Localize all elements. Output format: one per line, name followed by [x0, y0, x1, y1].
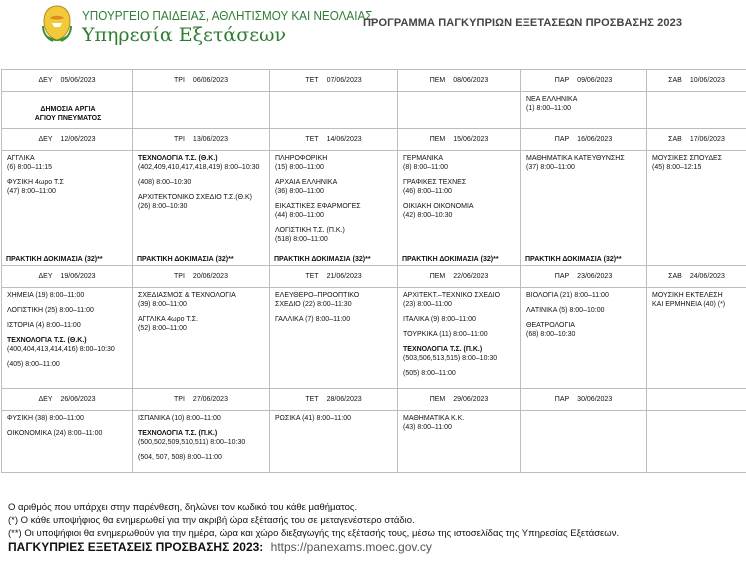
- exam-entry: [138, 291, 266, 309]
- day-name: ΤΡΙ: [174, 77, 185, 84]
- exam-code-time: (47) 8:00–11:00: [7, 188, 56, 195]
- exam-subject: ΑΓΓΛΙΚΑ 4ωρο Τ.Σ.: [138, 316, 199, 323]
- exam-entry: [138, 178, 266, 187]
- day-name: ΠΑΡ: [554, 396, 570, 403]
- exam-entry: [403, 414, 517, 432]
- day-header-cell: [133, 70, 270, 92]
- exam-subject: ΑΡΧΙΤΕΚΤ.–ΤΕΧΝΙΚΟ ΣΧΕΔΙΟ: [403, 292, 501, 299]
- exam-day-cell: [398, 151, 521, 266]
- practical-test-label: ΠΡΑΚΤΙΚΗ ΔΟΚΙΜΑΣΙΑ (32)**: [525, 256, 622, 263]
- exam-subject: ΝΕΑ ΕΛΛΗΝΙΚΑ: [526, 96, 578, 103]
- day-date: 24/06/2023: [689, 273, 725, 280]
- day-name: ΤΕΤ: [305, 396, 319, 403]
- day-name: ΔΕΥ: [38, 396, 53, 403]
- day-name: ΠΕΜ: [429, 77, 446, 84]
- exam-code-time: (503,506,513,515) 8:00–10:30: [403, 355, 498, 362]
- exam-entry: [275, 154, 394, 172]
- exam-day-cell: [270, 411, 398, 473]
- exam-entry: [275, 226, 394, 244]
- practical-test-label: ΠΡΑΚΤΙΚΗ ΔΟΚΙΜΑΣΙΑ (32)**: [6, 256, 103, 263]
- exam-code-time: (23) 8:00–11:00: [403, 301, 452, 308]
- exam-code-time: (518) 8:00–11:00: [275, 236, 328, 243]
- day-header-cell: [2, 266, 133, 288]
- exam-entry: [526, 154, 643, 172]
- exam-entry: [138, 154, 266, 172]
- day-date: 22/06/2023: [453, 273, 489, 280]
- exam-row: [2, 411, 746, 473]
- exam-subject: ΑΡΧΑΙΑ ΕΛΛΗΝΙΚΑ: [275, 179, 338, 186]
- holiday-label: [7, 95, 129, 123]
- exam-day-cell: [270, 92, 398, 129]
- exam-subject: ΑΓΓΛΙΚΑ: [7, 155, 35, 162]
- exam-entry: [7, 291, 129, 300]
- exam-subject: ΙΣΤΟΡΙΑ (4) 8:00–11:00: [7, 322, 81, 329]
- exam-entry: [138, 193, 266, 211]
- exam-subject: ΓΕΡΜΑΝΙΚΑ: [403, 155, 444, 162]
- exam-day-cell: [647, 92, 746, 129]
- day-header-row: [2, 70, 746, 92]
- exam-subject: ΕΙΚΑΣΤΙΚΕΣ ΕΦΑΡΜΟΓΕΣ: [275, 203, 361, 210]
- day-name: ΠΕΜ: [429, 396, 446, 403]
- day-name: ΣΑΒ: [668, 136, 682, 143]
- exam-entry: [275, 414, 394, 423]
- day-header-cell: [521, 129, 647, 151]
- day-date: 28/06/2023: [326, 396, 362, 403]
- day-header-cell: [398, 70, 521, 92]
- exam-row: [2, 92, 746, 129]
- exam-code-time: (68) 8:00–10:30: [526, 331, 576, 338]
- exam-entry: [7, 360, 129, 369]
- exam-subject: ΓΑΛΛΙΚΑ (7) 8:00–11:00: [275, 316, 351, 323]
- exam-subject: ΤΕΧΝΟΛΟΓΙΑ Τ.Σ. (Π.Κ.): [403, 346, 483, 353]
- day-date: 14/06/2023: [326, 136, 362, 143]
- exam-entry: [275, 291, 394, 309]
- practical-test-label: ΠΡΑΚΤΙΚΗ ΔΟΚΙΜΑΣΙΑ (32)**: [402, 256, 499, 263]
- day-name: ΤΕΤ: [305, 77, 319, 84]
- exam-subject: ΒΙΟΛΟΓΙΑ (21) 8:00–11:00: [526, 292, 609, 299]
- day-date: 12/06/2023: [60, 136, 96, 143]
- day-date: 27/06/2023: [192, 396, 228, 403]
- exam-subject: ΕΛΕΥΘΕΡΟ–ΠΡΟΟΠΤΙΚΟ: [275, 292, 360, 299]
- footer-notes: [8, 501, 738, 540]
- exam-subject: ΦΥΣΙΚΗ (38) 8:00–11:00: [7, 415, 84, 422]
- day-header-row: [2, 129, 746, 151]
- exam-entry: [7, 429, 129, 438]
- exam-subject: ΜΟΥΣΙΚΕΣ ΣΠΟΥΔΕΣ: [652, 155, 723, 162]
- exam-entry: [138, 429, 266, 447]
- exam-entry: [403, 154, 517, 172]
- exam-entry: [526, 291, 643, 300]
- exam-subject: ΡΩΣΙΚΑ (41) 8:00–11:00: [275, 415, 351, 422]
- day-name: ΤΕΤ: [305, 136, 319, 143]
- day-header-cell: [270, 389, 398, 411]
- day-header-cell: [647, 266, 746, 288]
- day-header-cell: [270, 266, 398, 288]
- exam-entry: [7, 178, 129, 196]
- day-header-row: [2, 266, 746, 288]
- day-header-cell: [2, 70, 133, 92]
- exam-subject: ΤΕΧΝΟΛΟΓΙΑ Τ.Σ. (Θ.Κ.): [138, 155, 218, 162]
- day-date: 10/06/2023: [689, 77, 725, 84]
- exam-code-time: (402,409,410,417,418,419) 8:00–10:30: [138, 164, 260, 171]
- ministry-name: ΥΠΟΥΡΓΕΙΟ ΠΑΙΔΕΙΑΣ, ΑΘΛΗΤΙΣΜΟΥ ΚΑΙ ΝΕΟΛΑΙΑΣ: [82, 8, 373, 23]
- exam-day-cell: [133, 151, 270, 266]
- exam-code-time: (44) 8:00–11:00: [275, 212, 324, 219]
- exam-entry: [403, 345, 517, 363]
- exam-subject: ΛΑΤΙΝΙΚΑ (5) 8:00–10:00: [526, 307, 605, 314]
- website-link[interactable]: https://panexams.moec.gov.cy: [270, 540, 432, 554]
- exam-code-time: (6) 8:00–11:15: [7, 164, 53, 171]
- footer-website: [8, 540, 432, 554]
- exam-day-cell: [2, 151, 133, 266]
- exam-entry: [526, 321, 643, 339]
- exam-entry: [138, 414, 266, 423]
- day-name: ΔΕΥ: [38, 273, 53, 280]
- exam-day-cell: [398, 92, 521, 129]
- exam-entry: [403, 330, 517, 339]
- day-header-cell: [521, 266, 647, 288]
- day-date: 20/06/2023: [192, 273, 228, 280]
- exam-entry: [138, 453, 266, 462]
- exam-subject: ΘΕΑΤΡΟΛΟΓΙΑ: [526, 322, 575, 329]
- day-header-cell: [647, 129, 746, 151]
- exam-subject: ΧΗΜΕΙΑ (19) 8:00–11:00: [7, 292, 85, 299]
- service-name: Υπηρεσία Εξετάσεων: [82, 24, 287, 46]
- day-date: 16/06/2023: [577, 136, 613, 143]
- exam-schedule-table: [1, 69, 746, 473]
- exam-code-time: (8) 8:00–11:00: [403, 164, 449, 171]
- exam-entry: [7, 321, 129, 330]
- footer-website-label: ΠΑΓΚΥΠΡΙΕΣ ΕΞΕΤΑΣΕΙΣ ΠΡΟΣΒΑΣΗΣ 2023:: [8, 540, 264, 554]
- exam-code-time: (36) 8:00–11:00: [275, 188, 324, 195]
- exam-subject: ΓΡΑΦΙΚΕΣ ΤΕΧΝΕΣ: [403, 179, 467, 186]
- exam-entry: [526, 306, 643, 315]
- exam-entry: [652, 154, 743, 172]
- day-date: 21/06/2023: [326, 273, 362, 280]
- day-header-cell: [133, 129, 270, 151]
- exam-row: [2, 288, 746, 389]
- exam-row: [2, 151, 746, 266]
- exam-code-time: ΚΑΙ ΕΡΜΗΝΕΙΑ (40) (*): [652, 301, 726, 308]
- footer-note-code: Ο αριθμός που υπάρχει στην παρένθεση, δηλώνει τον κωδικό του κάθε μαθήματος.: [8, 502, 358, 513]
- day-header-cell: [2, 129, 133, 151]
- day-header-cell: [270, 70, 398, 92]
- day-name: ΠΕΜ: [429, 136, 446, 143]
- day-date: 30/06/2023: [577, 396, 613, 403]
- day-header-cell: [398, 389, 521, 411]
- exam-day-cell: [270, 288, 398, 389]
- holiday-line: ΑΓΙΟΥ ΠΝΕΥΜΑΤΟΣ: [34, 115, 102, 122]
- exam-day-cell: [647, 151, 746, 266]
- exam-entry: [526, 95, 643, 113]
- exam-day-cell: [2, 411, 133, 473]
- exam-code-time: (37) 8:00–11:00: [526, 164, 575, 171]
- exam-subject: ΠΛΗΡΟΦΟΡΙΚΗ: [275, 155, 328, 162]
- footer-note-practical: (**) Οι υποψήφιοι θα ενημερωθούν για την ημέρα, ώρα και χώρο διεξαγωγής της εξέτασής τους, μέσω της ιστοσελίδας της Υπηρεσίας Εξετάσεων.: [8, 528, 620, 539]
- exam-day-cell: [2, 288, 133, 389]
- exam-code-time: (26) 8:00–10:30: [138, 203, 188, 210]
- exam-day-cell: [521, 92, 647, 129]
- exam-subject: ΛΟΓΙΣΤΙΚΗ Τ.Σ. (Π.Κ.): [275, 227, 345, 234]
- exam-entry: [7, 306, 129, 315]
- holiday-line: ΔΗΜΟΣΙΑ ΑΡΓΙΑ: [40, 106, 96, 113]
- exam-day-cell: [133, 92, 270, 129]
- exam-day-cell: [2, 92, 133, 129]
- exam-code-time: (405) 8:00–11:00: [7, 361, 60, 368]
- day-name: ΠΑΡ: [554, 273, 570, 280]
- page-header: [0, 0, 746, 64]
- day-header-cell: [133, 389, 270, 411]
- exam-entry: [403, 315, 517, 324]
- exam-code-time: (500,502,509,510,511) 8:00–10:30: [138, 439, 246, 446]
- day-name: ΤΡΙ: [174, 396, 185, 403]
- day-date: 26/06/2023: [60, 396, 96, 403]
- exam-day-cell: [521, 411, 647, 473]
- exam-entry: [7, 154, 129, 172]
- exam-code-time: (45) 8:00–12:15: [652, 164, 702, 171]
- exam-subject: ΟΙΚΟΝΟΜΙΚΑ (24) 8:00–11:00: [7, 430, 103, 437]
- exam-subject: ΙΣΠΑΝΙΚΑ (10) 8:00–11:00: [138, 415, 221, 422]
- exam-code-time: (52) 8:00–11:00: [138, 325, 187, 332]
- exam-day-cell: [647, 288, 746, 389]
- practical-test-label: ΠΡΑΚΤΙΚΗ ΔΟΚΙΜΑΣΙΑ (32)**: [274, 256, 371, 263]
- day-header-cell: [398, 266, 521, 288]
- footer-note-time: (*) Ο κάθε υποψήφιος θα ενημερωθεί για την ακριβή ώρα εξέτασής του σε μεταγενέστερο στάδιο.: [8, 515, 415, 526]
- exam-subject: ΟΙΚΙΑΚΗ ΟΙΚΟΝΟΜΙΑ: [403, 203, 474, 210]
- practical-test-label: ΠΡΑΚΤΙΚΗ ΔΟΚΙΜΑΣΙΑ (32)**: [137, 256, 234, 263]
- day-name: ΠΑΡ: [554, 77, 570, 84]
- day-name: ΔΕΥ: [38, 77, 53, 84]
- day-date: 29/06/2023: [453, 396, 489, 403]
- exam-entry: [275, 315, 394, 324]
- day-date: 23/06/2023: [577, 273, 613, 280]
- day-header-cell: [270, 129, 398, 151]
- exam-entry: [138, 315, 266, 333]
- day-header-cell: [2, 389, 133, 411]
- day-header-cell: [521, 389, 647, 411]
- day-name: ΤΡΙ: [174, 273, 185, 280]
- exam-subject: ΣΧΕΔΙΑΣΜΟΣ & ΤΕΧΝΟΛΟΓΙΑ: [138, 292, 236, 299]
- exam-entry: [403, 178, 517, 196]
- exam-code-time: (46) 8:00–11:00: [403, 188, 452, 195]
- exam-subject: ΤΕΧΝΟΛΟΓΙΑ Τ.Σ. (Θ.Κ.): [7, 337, 87, 344]
- exam-entry: [652, 291, 743, 309]
- day-header-row: [2, 389, 746, 411]
- cyprus-coat-of-arms-icon: [40, 4, 74, 42]
- day-name: ΠΕΜ: [429, 273, 446, 280]
- exam-day-cell: [133, 288, 270, 389]
- exam-subject: ΜΟΥΣΙΚΗ ΕΚΤΕΛΕΣΗ: [652, 292, 723, 299]
- exam-entry: [403, 291, 517, 309]
- exam-entry: [403, 369, 517, 378]
- exam-entry: [7, 414, 129, 423]
- exam-day-cell: [398, 411, 521, 473]
- day-date: 19/06/2023: [60, 273, 96, 280]
- exam-code-time: (43) 8:00–11:00: [403, 424, 452, 431]
- exam-code-time: (400,404,413,414,416) 8:00–10:30: [7, 346, 115, 353]
- exam-code-time: (1) 8:00–11:00: [526, 105, 572, 112]
- day-date: 08/06/2023: [453, 77, 489, 84]
- exam-subject: ΤΕΧΝΟΛΟΓΙΑ Τ.Σ. (Π.Κ.): [138, 430, 218, 437]
- exam-day-cell: [270, 151, 398, 266]
- day-header-cell: [647, 70, 746, 92]
- exam-day-cell: [521, 151, 647, 266]
- day-name: ΣΑΒ: [668, 77, 682, 84]
- exam-subject: ΜΑΘΗΜΑΤΙΚΑ Κ.Κ.: [403, 415, 465, 422]
- day-name: ΤΡΙ: [174, 136, 185, 143]
- day-header-cell: [398, 129, 521, 151]
- day-date: 17/06/2023: [689, 136, 725, 143]
- exam-code-time: (408) 8:00–10:30: [138, 179, 192, 186]
- day-date: 07/06/2023: [326, 77, 362, 84]
- day-date: 05/06/2023: [60, 77, 96, 84]
- exam-subject: ΙΤΑΛΙΚΑ (9) 8:00–11:00: [403, 316, 476, 323]
- exam-entry: [275, 202, 394, 220]
- day-name: ΠΑΡ: [554, 136, 570, 143]
- exam-subject: ΤΟΥΡΚΙΚΑ (11) 8:00–11:00: [403, 331, 488, 338]
- exam-entry: [403, 202, 517, 220]
- exam-entry: [275, 178, 394, 196]
- day-name: ΔΕΥ: [38, 136, 53, 143]
- day-name: ΤΕΤ: [305, 273, 319, 280]
- exam-code-time: (42) 8:00–10:30: [403, 212, 453, 219]
- day-header-cell: [647, 389, 746, 411]
- exam-subject: ΦΥΣΙΚΗ 4ωρο Τ.Σ: [7, 179, 64, 186]
- exam-entry: [7, 336, 129, 354]
- exam-code-time: (505) 8:00–11:00: [403, 370, 456, 377]
- exam-subject: ΜΑΘΗΜΑΤΙΚΑ ΚΑΤΕΥΘΥΝΣΗΣ: [526, 155, 625, 162]
- document-title: ΠΡΟΓΡΑΜΜΑ ΠΑΓΚΥΠΡΙΩΝ ΕΞΕΤΑΣΕΩΝ ΠΡΟΣΒΑΣΗΣ 2023: [363, 17, 683, 29]
- day-date: 15/06/2023: [453, 136, 489, 143]
- exam-code-time: (504, 507, 508) 8:00–11:00: [138, 454, 222, 461]
- day-date: 13/06/2023: [192, 136, 228, 143]
- day-date: 06/06/2023: [192, 77, 228, 84]
- day-name: ΣΑΒ: [668, 273, 682, 280]
- day-header-cell: [521, 70, 647, 92]
- exam-subject: ΛΟΓΙΣΤΙΚΗ (25) 8:00–11:00: [7, 307, 94, 314]
- day-date: 09/06/2023: [577, 77, 613, 84]
- exam-code-time: (15) 8:00–11:00: [275, 164, 324, 171]
- exam-subject: ΑΡΧΙΤΕΚΤΟΝΙΚΟ ΣΧΕΔΙΟ Τ.Σ.(Θ.Κ): [138, 194, 252, 201]
- exam-code-time: ΣΧΕΔΙΟ (22) 8:00–11:30: [275, 301, 352, 308]
- exam-day-cell: [398, 288, 521, 389]
- exam-code-time: (39) 8:00–11:00: [138, 301, 187, 308]
- day-header-cell: [133, 266, 270, 288]
- exam-day-cell: [647, 411, 746, 473]
- exam-day-cell: [133, 411, 270, 473]
- exam-day-cell: [521, 288, 647, 389]
